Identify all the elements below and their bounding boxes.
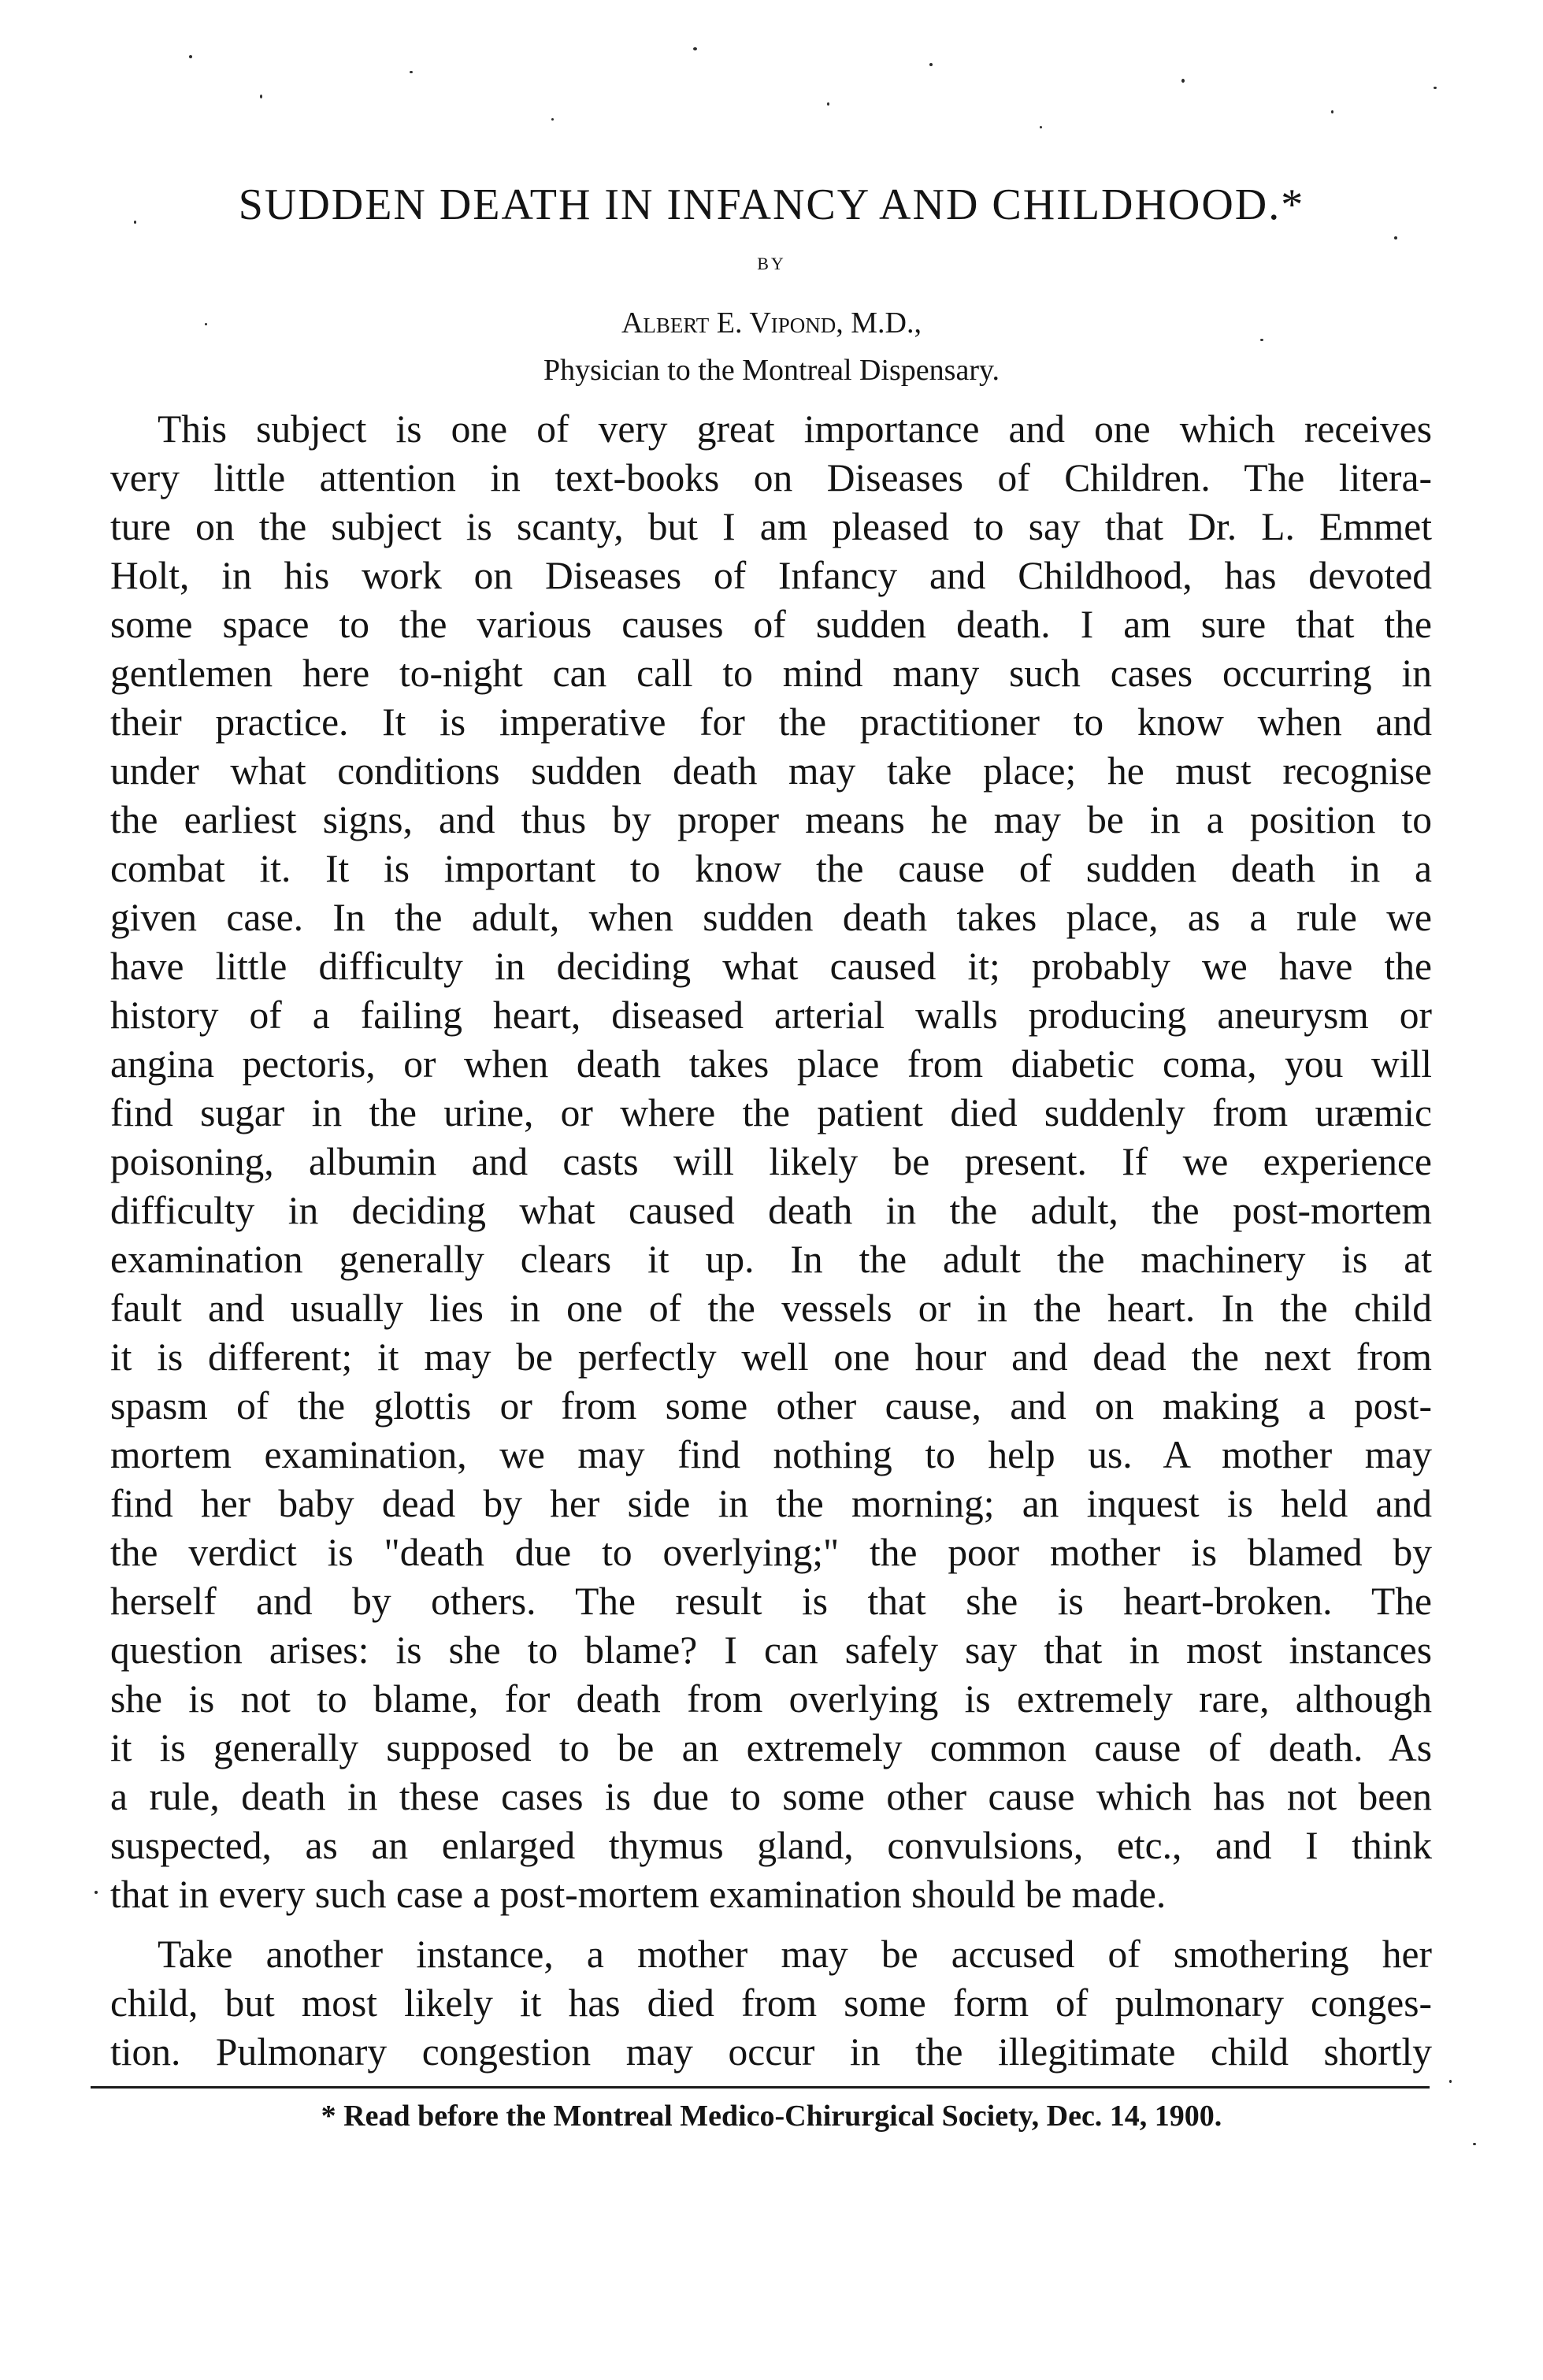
scan-speck <box>1181 79 1185 83</box>
scan-speck <box>260 95 262 98</box>
body-line: fault and usually lies in one of the vessels or in the heart. In the child <box>110 1287 1432 1330</box>
footnote-divider <box>91 2086 1430 2089</box>
body-line: a rule, death in these cases is due to some other cause which has not been <box>110 1775 1432 1818</box>
scan-speck <box>1260 339 1263 341</box>
body-line: their practice. It is imperative for the practitioner to know when and <box>110 700 1432 744</box>
body-line: spasm of the glottis or from some other cause, and on making a post- <box>110 1384 1432 1428</box>
scan-speck <box>134 221 136 224</box>
footnote: * Read before the Montreal Medico-Chirurgical Society, Dec. 14, 1900. <box>321 2100 1222 2133</box>
body-line: combat it. It is important to know the cause of sudden death in a <box>110 847 1432 890</box>
scan-speck <box>1449 2080 1452 2083</box>
body-line: that in every such case a post-mortem examination should be made. <box>110 1873 1167 1916</box>
body-line: suspected, as an enlarged thymus gland, convulsions, etc., and I think <box>110 1824 1432 1867</box>
body-line: herself and by others. The result is that she is heart-broken. The <box>110 1580 1432 1623</box>
scan-speck <box>551 118 554 121</box>
body-line: mortem examination, we may find nothing to help us. A mother may <box>110 1433 1432 1476</box>
body-line: the verdict is "death due to overlying;" the poor mother is blamed by <box>110 1531 1432 1574</box>
article-title: SUDDEN DEATH IN INFANCY AND CHILDHOOD.* <box>238 180 1305 229</box>
author-affiliation: Physician to the Montreal Dispensary. <box>543 354 1000 387</box>
body-line: examination generally clears it up. In the adult the machinery is at <box>110 1238 1432 1281</box>
scan-speck <box>95 1891 98 1894</box>
scan-speck <box>1331 110 1333 113</box>
scan-speck <box>1434 87 1437 89</box>
body-line: tion. Pulmonary congestion may occur in the illegitimate child shortly <box>110 2030 1432 2074</box>
body-line: some space to the various causes of sudden death. I am sure that the <box>110 603 1432 646</box>
scan-speck <box>189 55 192 58</box>
byline-label: BY <box>757 254 786 273</box>
body-line: gentlemen here to-night can call to mind many such cases occurring in <box>110 652 1432 695</box>
body-line: have little difficulty in deciding what caused it; probably we have the <box>110 945 1432 988</box>
body-line: question arises: is she to blame? I can safely say that in most instances <box>110 1628 1432 1672</box>
scan-speck <box>929 63 933 66</box>
body-line: history of a failing heart, diseased arterial walls producing aneurysm or <box>110 993 1432 1037</box>
body-line: This subject is one of very great importance and one which receives <box>158 407 1432 451</box>
scan-speck <box>827 102 829 106</box>
body-line: it is different; it may be perfectly well one hour and dead the next from <box>110 1335 1432 1379</box>
body-line: it is generally supposed to be an extremely common cause of death. As <box>110 1726 1432 1769</box>
body-line: angina pectoris, or when death takes place from diabetic coma, you will <box>110 1042 1432 1086</box>
body-line: under what conditions sudden death may take place; he must recognise <box>110 749 1432 793</box>
body-line: the earliest signs, and thus by proper means he may be in a position to <box>110 798 1432 841</box>
body-line: find her baby dead by her side in the morning; an inquest is held and <box>110 1482 1432 1525</box>
scan-speck <box>1473 2143 1476 2145</box>
body-line: very little attention in text-books on Diseases of Children. The litera- <box>110 456 1432 499</box>
scan-speck <box>205 323 207 325</box>
scan-speck <box>1394 236 1397 239</box>
author-name: Albert E. Vipond, M.D., <box>621 306 922 340</box>
body-line: poisoning, albumin and casts will likely be present. If we experience <box>110 1140 1432 1183</box>
scan-speck <box>1040 126 1042 128</box>
body-line: given case. In the adult, when sudden death takes place, as a rule we <box>110 896 1432 939</box>
scan-speck <box>410 71 413 73</box>
body-line: she is not to blame, for death from overlying is extremely rare, although <box>110 1677 1432 1721</box>
body-line: difficulty in deciding what caused death in the adult, the post-mortem <box>110 1189 1432 1232</box>
body-line: child, but most likely it has died from some form of pulmonary conges- <box>110 1981 1432 2025</box>
body-line: ture on the subject is scanty, but I am pleased to say that Dr. L. Emmet <box>110 505 1432 548</box>
body-line: find sugar in the urine, or where the patient died suddenly from uræmic <box>110 1091 1432 1134</box>
body-line: Take another instance, a mother may be accused of smothering her <box>158 1933 1432 1976</box>
body-line: Holt, in his work on Diseases of Infancy and Childhood, has devoted <box>110 554 1432 597</box>
scan-speck <box>693 47 697 50</box>
